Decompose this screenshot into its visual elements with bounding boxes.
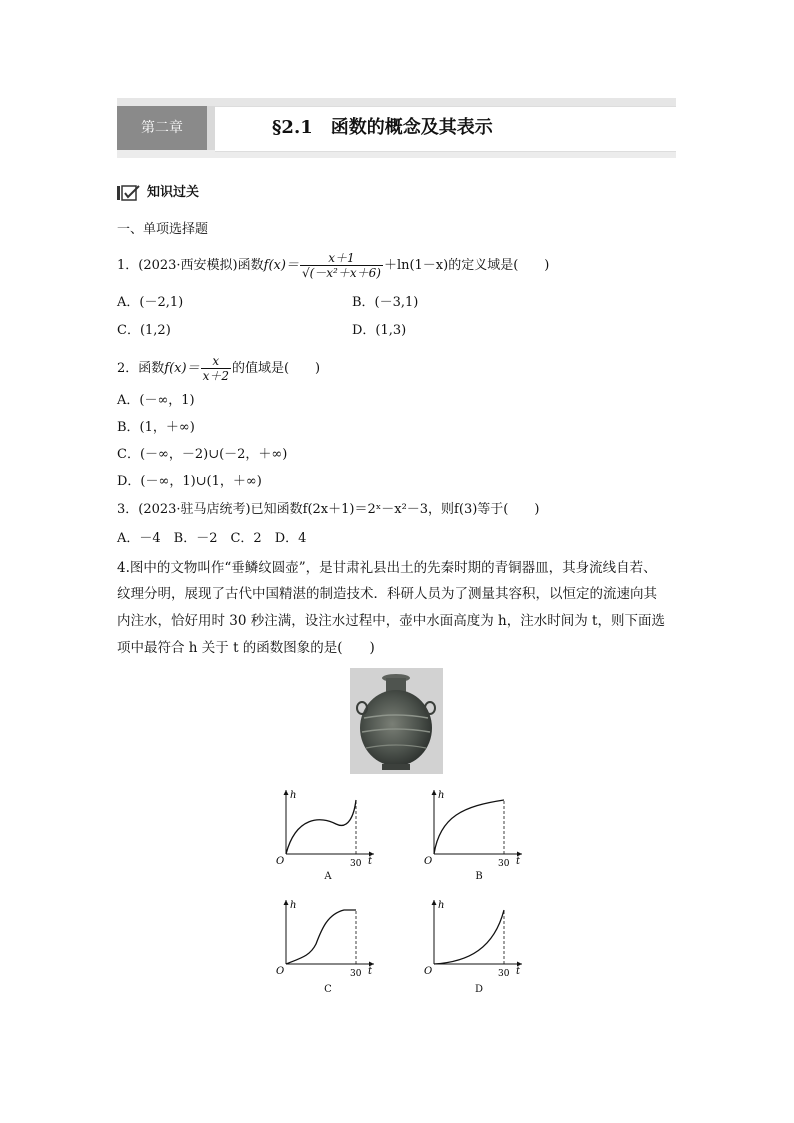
q1-numerator: x＋1 [300, 251, 383, 266]
chapter-label: 第二章 [117, 106, 207, 150]
graph-a-origin: O [276, 856, 285, 867]
graph-a-tick: 30 [350, 859, 362, 869]
graph-d-x-label: t [516, 966, 521, 977]
q2-option-c: C．(－∞，－2)∪(－2，＋∞) [117, 447, 288, 462]
graph-a-caption: A [324, 871, 332, 882]
q2-option-d: D．(－∞，1)∪(1，＋∞) [117, 474, 262, 489]
graph-b-caption: B [475, 871, 483, 882]
q2-suffix: 的值域是( ) [231, 361, 321, 376]
q2-fx: f(x)＝ [164, 361, 200, 376]
graph-a [266, 786, 378, 882]
q1-fraction [300, 251, 383, 280]
q1-option-b: B．(－3,1) [352, 295, 419, 310]
graph-a-curve [286, 800, 356, 854]
graph-d-caption: D [474, 984, 484, 995]
q1-option-d: D．(1,3) [352, 323, 407, 338]
graph-a-y-arrow [284, 790, 289, 795]
section-title: §2.1 函数的概念及其表示 [272, 117, 493, 138]
question-2-stem [117, 354, 320, 383]
q2-option-b: B．(1，＋∞) [117, 420, 195, 435]
graph-d-curve [434, 910, 504, 964]
q1-denominator: √(－x²＋x＋6) [301, 266, 381, 280]
section-heading-text: 知识过关 [147, 185, 200, 200]
subsection-title: 一、单项选择题 [117, 222, 209, 237]
graph-c-y-label: h [290, 900, 297, 911]
q1-fx: f(x)＝ [263, 258, 299, 273]
graph-c [266, 896, 378, 992]
q1-prefix: 1．(2023·西安模拟)函数 [117, 258, 264, 273]
graph-d-y-label: h [438, 900, 445, 911]
q2-denominator: x＋2 [202, 369, 229, 383]
graph-c-origin: O [276, 966, 285, 977]
chapter-tab-edge [207, 106, 215, 150]
question-1-stem [117, 251, 549, 280]
graph-a-y-label: h [290, 790, 297, 801]
graph-c-curve [286, 910, 356, 964]
q3-options: A．－4 B．－2 C．2 D．4 [117, 531, 307, 546]
graph-b-y-label: h [438, 790, 445, 801]
graph-c-x-label: t [368, 966, 373, 977]
q2-option-a: A．(－∞，1) [117, 393, 195, 408]
checklist-icon [117, 185, 141, 201]
graph-c-caption: C [324, 984, 332, 995]
section-heading [117, 183, 199, 203]
q4-line-3: 内注水，恰好用时 30 秒注满，设注水过程中，壶中水面高度为 h，注水时间为 t，则下面选 [117, 613, 665, 629]
q4-line-2: 纹理分明，展现了古代中国精湛的制造技术．科研人员为了测量其容积，以恒定的流速向其 [117, 586, 657, 602]
q2-numerator: x [201, 354, 231, 369]
graph-b-tick: 30 [498, 859, 510, 869]
graph-a-x-label: t [368, 856, 373, 867]
graph-d [414, 896, 526, 992]
graph-b-curve [434, 800, 504, 854]
q4-line-4: 项中最符合 h 关于 t 的函数图象的是( ) [117, 640, 375, 656]
q1-option-c: C．(1,2) [117, 323, 171, 338]
graph-d-tick: 30 [498, 969, 510, 979]
graph-c-tick: 30 [350, 969, 362, 979]
q2-prefix: 2．函数 [117, 361, 165, 376]
header-band-top [117, 98, 676, 106]
question-3-stem: 3．(2023·驻马店统考)已知函数f(2x＋1)＝2ˣ－x²－3，则f(3)等于( ) [117, 502, 540, 517]
graph-b-origin: O [424, 856, 433, 867]
q4-line-1: 4.图中的文物叫作“垂鳞纹圆壶”，是甘肃礼县出土的先秦时期的青铜器皿，其身流线自若、 [117, 560, 657, 576]
graph-b-x-label: t [516, 856, 521, 867]
bronze-vase-photo [350, 668, 443, 774]
graph-b [414, 786, 526, 882]
q1-suffix: ＋ln(1－x)的定义域是( ) [383, 258, 550, 273]
graph-d-origin: O [424, 966, 433, 977]
q2-fraction [201, 354, 231, 383]
q1-option-a: A．(－2,1) [117, 295, 184, 310]
